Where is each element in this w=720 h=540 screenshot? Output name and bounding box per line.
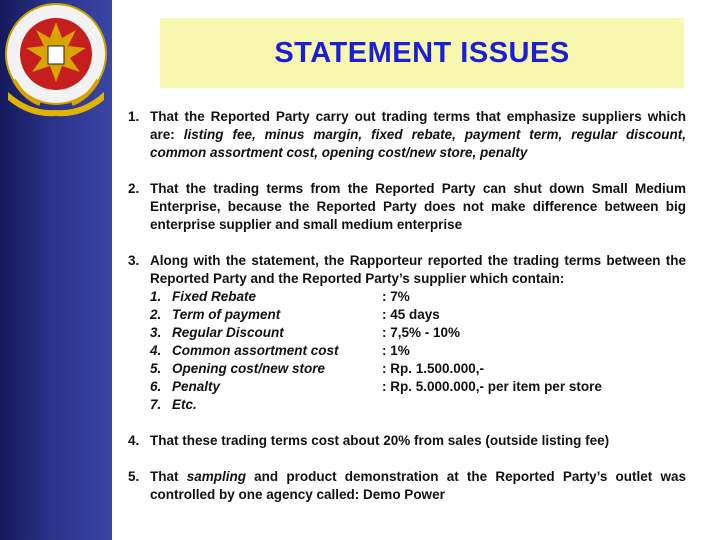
sub-item-value: : 7,5% - 10% — [382, 325, 461, 340]
item-text — [150, 468, 686, 504]
item-number: 1. — [128, 109, 140, 124]
sub-item-label: Regular Discount — [172, 325, 284, 340]
sub-item — [150, 378, 686, 396]
sub-item — [150, 360, 686, 378]
sub-item-number: 1. — [150, 289, 162, 304]
sub-item-value: : Rp. 5.000.000,- per item per store — [382, 379, 602, 394]
item-text: That these trading terms cost about 20% from sales (outside listing fee) — [150, 433, 610, 448]
garuda-emblem-icon — [0, 0, 112, 118]
item-text-plain: That the Reported Party carry out trading terms that emphasize suppliers which are: — [150, 109, 686, 142]
sub-item-label: Term of payment — [172, 307, 281, 322]
sub-item-value — [382, 396, 686, 414]
sub-item-label: Common assortment cost — [172, 343, 339, 358]
sub-item-number: 3. — [150, 325, 162, 340]
item-text-italic: sampling — [186, 469, 246, 484]
sub-item-number: 5. — [150, 361, 162, 376]
list-item — [128, 180, 686, 234]
item-text: That the trading terms from the Reported Party can shut down Small Medium Enterprise, because the Reported Party does not make difference between big enterprise supplier and small medium enterprise — [150, 181, 686, 232]
item-number: 5. — [128, 469, 140, 484]
item-text: Along with the statement, the Rapporteur reported the trading terms between the Reported Party and the Reported Party’s supplier which contain: — [150, 253, 686, 286]
item-text-plain: and product demonstration at the Reported Party’s outlet was controlled by one agency called: Demo Power — [150, 469, 686, 502]
sub-item-value: : 7% — [382, 289, 410, 304]
list-item — [128, 108, 686, 162]
item-text-italic: listing fee, minus margin, fixed rebate, payment term, regular discount, common assortment cost, opening cost/new store, penalty — [150, 127, 686, 160]
title-box — [160, 18, 684, 88]
sub-item-label: Etc. — [172, 397, 197, 412]
sub-item-label: Fixed Rebate — [172, 289, 257, 304]
item-number: 3. — [128, 253, 140, 268]
sub-item — [150, 306, 686, 324]
item-number: 2. — [128, 181, 140, 196]
sub-item-number: 7. — [150, 397, 162, 412]
sub-item — [150, 324, 686, 342]
sub-item-value: : 1% — [382, 343, 410, 358]
sub-item — [150, 396, 686, 414]
sub-item-label: Opening cost/new store — [172, 361, 326, 376]
sub-item-value: : Rp. 1.500.000,- — [382, 361, 485, 376]
sub-item-number: 2. — [150, 307, 162, 322]
statement-list — [128, 108, 686, 504]
item-body — [150, 252, 686, 414]
sub-item-label: Penalty — [172, 379, 221, 394]
item-text — [150, 108, 686, 162]
sub-item — [150, 288, 686, 306]
item-text-plain: That — [150, 469, 187, 484]
sub-item — [150, 342, 686, 360]
sub-item-value: : 45 days — [382, 307, 440, 322]
item-number: 4. — [128, 433, 140, 448]
list-item — [128, 468, 686, 504]
page-title: STATEMENT ISSUES — [274, 36, 570, 69]
sub-item-number: 4. — [150, 343, 162, 358]
list-item — [128, 252, 686, 414]
list-item — [128, 432, 686, 450]
sub-item-number: 6. — [150, 379, 162, 394]
